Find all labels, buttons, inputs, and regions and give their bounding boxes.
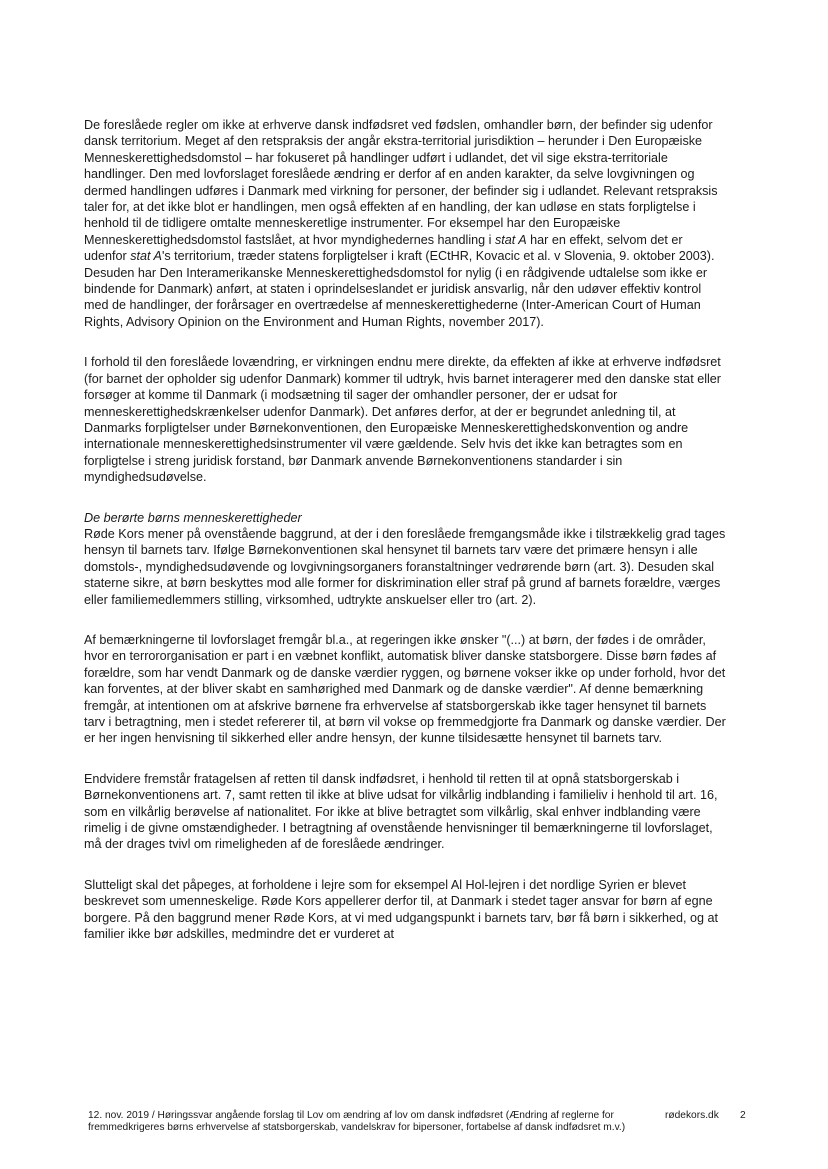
section-paragraph: Røde Kors mener på ovenstående baggrund, at der i den foreslåede fremgangsmåde ikke i tilstrækkelig grad tages hensyn til barnets tarv. Ifølge Børnekonventionen skal hensynet til barnets tarv være det primære hensyn i alle domstols-, myndighedsudøvende og lovgivningsorganers foranstaltninger vedrørende børn (art. 3). Desuden skal staterne sikre, at børn beskyttes mod alle former for diskrimination eller straf på grund af barnets forældre, værges eller familiemedlemmers stilling, virksomhed, udtrykte anskuelser eller tro (art. 2).	[84, 526, 726, 607]
footer-website-link[interactable]: rødekors.dk	[665, 1110, 719, 1121]
paragraph-5: Endvidere fremstår fratagelsen af retten til dansk indfødsret, i henhold til retten til at opnå statsborgerskab i Børnekonventionens art. 7, samt retten til ikke at blive udsat for vilkårlig indblanding i familieliv i henhold til art. 16, som en vilkårlig berøvelse af nationalitet. For ikke at blive betragtet som vilkårlig, skal enhver indblanding være rimelig i de givne omstændigheder. I betragtning af ovenstående henvisninger til bemærkningerne til lovforslaget, må der drages tvivl om rimeligheden af de foreslåede ændringer.	[84, 771, 718, 852]
page-number: 2	[740, 1110, 746, 1121]
body-text	[84, 117, 728, 966]
paragraph-6: Slutteligt skal det påpeges, at forholdene i lejre som for eksempel Al Hol-lejren i det nordlige Syrien er blevet beskrevet som umenneskelige. Røde Kors appellerer derfor til, at Danmark i stedet tager ansvar for børn af egne borgere. På den baggrund mener Røde Kors, at vi med udgangspunkt i barnets tarv, bør få børn i sikkerhed, og at familier ikke bør adskilles, medmindre det er vurderet at	[84, 877, 718, 942]
paragraph-4: Af bemærkningerne til lovforslaget fremgår bl.a., at regeringen ikke ønsker "(...) at børn, der fødes i de områder, hvor en terrororganisation er part i en væbnet konflikt, automatisk bliver danske statsborgere. Disse børn fødes af forældre, som har vendt Danmark og de danske værdier ryggen, og børnene vokser ikke op under forhold, hvor det kan forventes, at der bliver skabt en samhørighed med Danmark og de danske værdier". Af denne bemærkning fremgår, at intentionen om at afskrive børnene fra erhvervelse af statsborgerskab ikke tager hensynet til barnets tarv i betragtning, men i stedet refererer til, at børn vil vokse op fremmedgjorte fra Danmark og danske værdier. Der er her ingen henvisning til sikkerhed eller andre hensyn, der kunne tilsidesætte hensynet til barnets tarv.	[84, 632, 726, 746]
paragraph-1: De foreslåede regler om ikke at erhverve dansk indfødsret ved fødslen, omhandler børn, der befinder sig udenfor dansk territorium. Meget af den retspraksis der angår ekstra-territorial jurisdiktion – herunder i Den Europæiske Menneskerettighedsdomstol – har fokuseret på handlinger udført i udlandet, det vil sige ekstra-territoriale handlinger. Den med lovforslaget foreslåede ændring er derfor af en anden karakter, da selve lovgivningen og dermed handlingen udføres i Danmark med virkning for personer, der befinder sig i udlandet. Relevant retspraksis taler for, at det ikke blot er handlingen, men også effekten af en handling, der kan udløse en stats forpligtelse i henhold til de tidligere omtalte menneskeretlige instrumenter. For eksempel har den Europæiske Menneskerettighedsdomstol fastslået, at hvor myndighedernes handling i stat A har en effekt, selvom det er udenfor stat A's territorium, træder statens forpligtelser i kraft (ECtHR, Kovacic et al. v Slovenia, 9. oktober 2003). Desuden har Den Interamerikanske Menneskerettighedsdomstol for nylig (i en rådgivende udtalelse som ikke er bindende for Danmark) anført, at staten i oprindelseslandet er juridisk ansvarlig, når den udøver effektiv kontrol med de handlinger, der forårsager en overtrædelse af menneskerettighederne (Inter-American Court of Human Rights, Advisory Opinion on the Environment and Human Rights, november 2017).	[84, 118, 718, 329]
section-childrens-rights	[84, 510, 728, 608]
footer-citation: 12. nov. 2019 / Høringssvar angående forslag til Lov om ændring af lov om dansk indfødsret (Ændring af reglerne for fremmedkrigeres børns erhvervelse af statsborgerskab, vandelskrav for bipersoner, fortabelse af dansk indfødsret m.v.)	[88, 1110, 626, 1134]
section-heading: De berørte børns menneskerettigheder	[84, 510, 302, 525]
paragraph-2: I forhold til den foreslåede lovændring, er virkningen endnu mere direkte, da effekten af ikke at erhverve indfødsret (for barnet der opholder sig udenfor Danmark) kommer til udtryk, hvis barnet interagerer med den danske stat eller forsøger at komme til Danmark (i modsætning til sager der omhandler personer, der er udsat for menneskerettighedskrænkelser udenfor Danmark). Det anføres derfor, at der er begrundet anledning til, at Danmarks forpligtelser under Børnekonventionen, den Europæiske Menneskerettighedskonvention og andre internationale menneskerettighedsinstrumenter vil være gældende. Selv hvis det ikke kan betragtes som en forpligtelse i streng juridisk forstand, bør Danmark anvende Børnekonventionens standarder i sin myndighedsudøvelse.	[84, 355, 721, 485]
